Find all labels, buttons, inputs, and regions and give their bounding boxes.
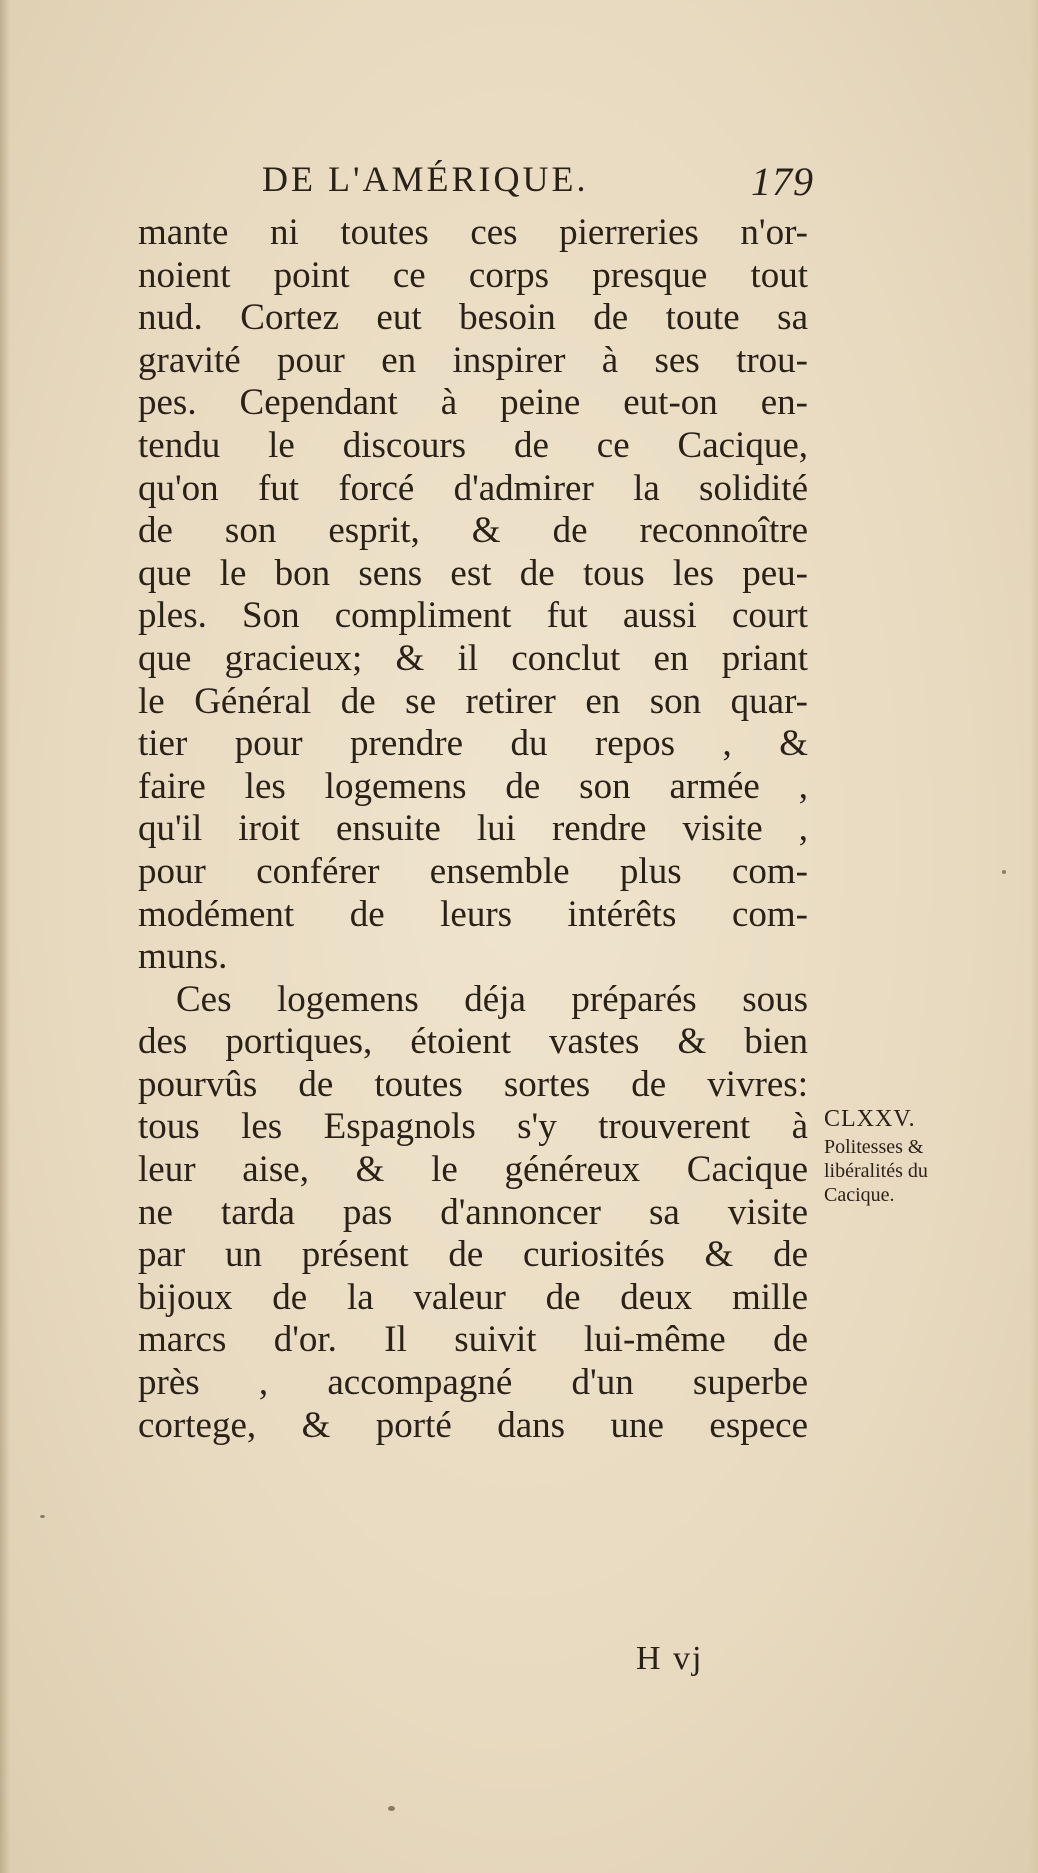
text-line: pour conférer ensemble plus com- bbox=[138, 850, 808, 892]
text-line: gravité pour en inspirer à ses trou- bbox=[138, 339, 808, 381]
text-line: muns. bbox=[138, 936, 228, 978]
signature-mark: H vj bbox=[636, 1640, 704, 1677]
paper-speck bbox=[40, 1515, 45, 1518]
spine-shadow bbox=[0, 0, 10, 1873]
text-line: modément de leurs intérêts com- bbox=[138, 893, 808, 935]
page-number: 179 bbox=[751, 159, 814, 204]
margin-note-line: Politesses & bbox=[824, 1136, 924, 1158]
running-title: DE L'AMÉRIQUE. bbox=[262, 159, 589, 199]
text-line: noient point ce corps presque tout bbox=[138, 254, 808, 296]
margin-note-line: Cacique. bbox=[824, 1184, 895, 1206]
paper-speck bbox=[1002, 870, 1006, 874]
text-line: bijoux de la valeur de deux mille bbox=[138, 1276, 808, 1318]
page-edge bbox=[1030, 0, 1038, 1873]
text-line: mante ni toutes ces pierreries n'or- bbox=[138, 212, 808, 253]
text-line: qu'on fut forcé d'admirer la solidité bbox=[138, 467, 808, 509]
margin-note-line: libéralités du bbox=[824, 1160, 928, 1182]
text-line: cortege, & porté dans une espece bbox=[138, 1404, 808, 1446]
margin-note-number: CLXXV. bbox=[824, 1106, 916, 1132]
text-line: de son esprit, & de reconnoître bbox=[138, 510, 808, 552]
text-line: tous les Espagnols s'y trouverent à bbox=[138, 1106, 808, 1148]
text-line: pes. Cependant à peine eut-on en- bbox=[138, 382, 808, 424]
text-line: par un présent de curiosités & de bbox=[138, 1234, 808, 1276]
text-line: des portiques, étoient vastes & bien bbox=[138, 1021, 808, 1063]
text-line: le Général de se retirer en son quar- bbox=[138, 680, 808, 722]
running-header bbox=[262, 158, 822, 206]
text-line: ples. Son compliment fut aussi court bbox=[138, 595, 808, 637]
text-line: près , accompagné d'un superbe bbox=[138, 1362, 808, 1404]
text-line: tier pour prendre du repos , & bbox=[138, 723, 808, 765]
text-line: marcs d'or. Il suivit lui-même de bbox=[138, 1319, 808, 1361]
text-line: leur aise, & le généreux Cacique bbox=[138, 1149, 808, 1191]
text-line: que gracieux; & il conclut en priant bbox=[138, 637, 808, 679]
text-line: que le bon sens est de tous les peu- bbox=[138, 552, 808, 594]
text-line: pourvûs de toutes sortes de vivres: bbox=[138, 1063, 808, 1105]
paper-speck bbox=[388, 1806, 395, 1811]
text-line: faire les logemens de son armée , bbox=[138, 765, 808, 807]
text-line: qu'il iroit ensuite lui rendre visite , bbox=[138, 808, 808, 850]
text-line: tendu le discours de ce Cacique, bbox=[138, 424, 808, 466]
text-line: ne tarda pas d'annoncer sa visite bbox=[138, 1191, 808, 1233]
body-text bbox=[138, 212, 808, 1447]
text-line: nud. Cortez eut besoin de toute sa bbox=[138, 297, 808, 339]
margin-note bbox=[824, 1103, 1004, 1207]
text-line: Ces logemens déja préparés sous bbox=[176, 978, 808, 1020]
